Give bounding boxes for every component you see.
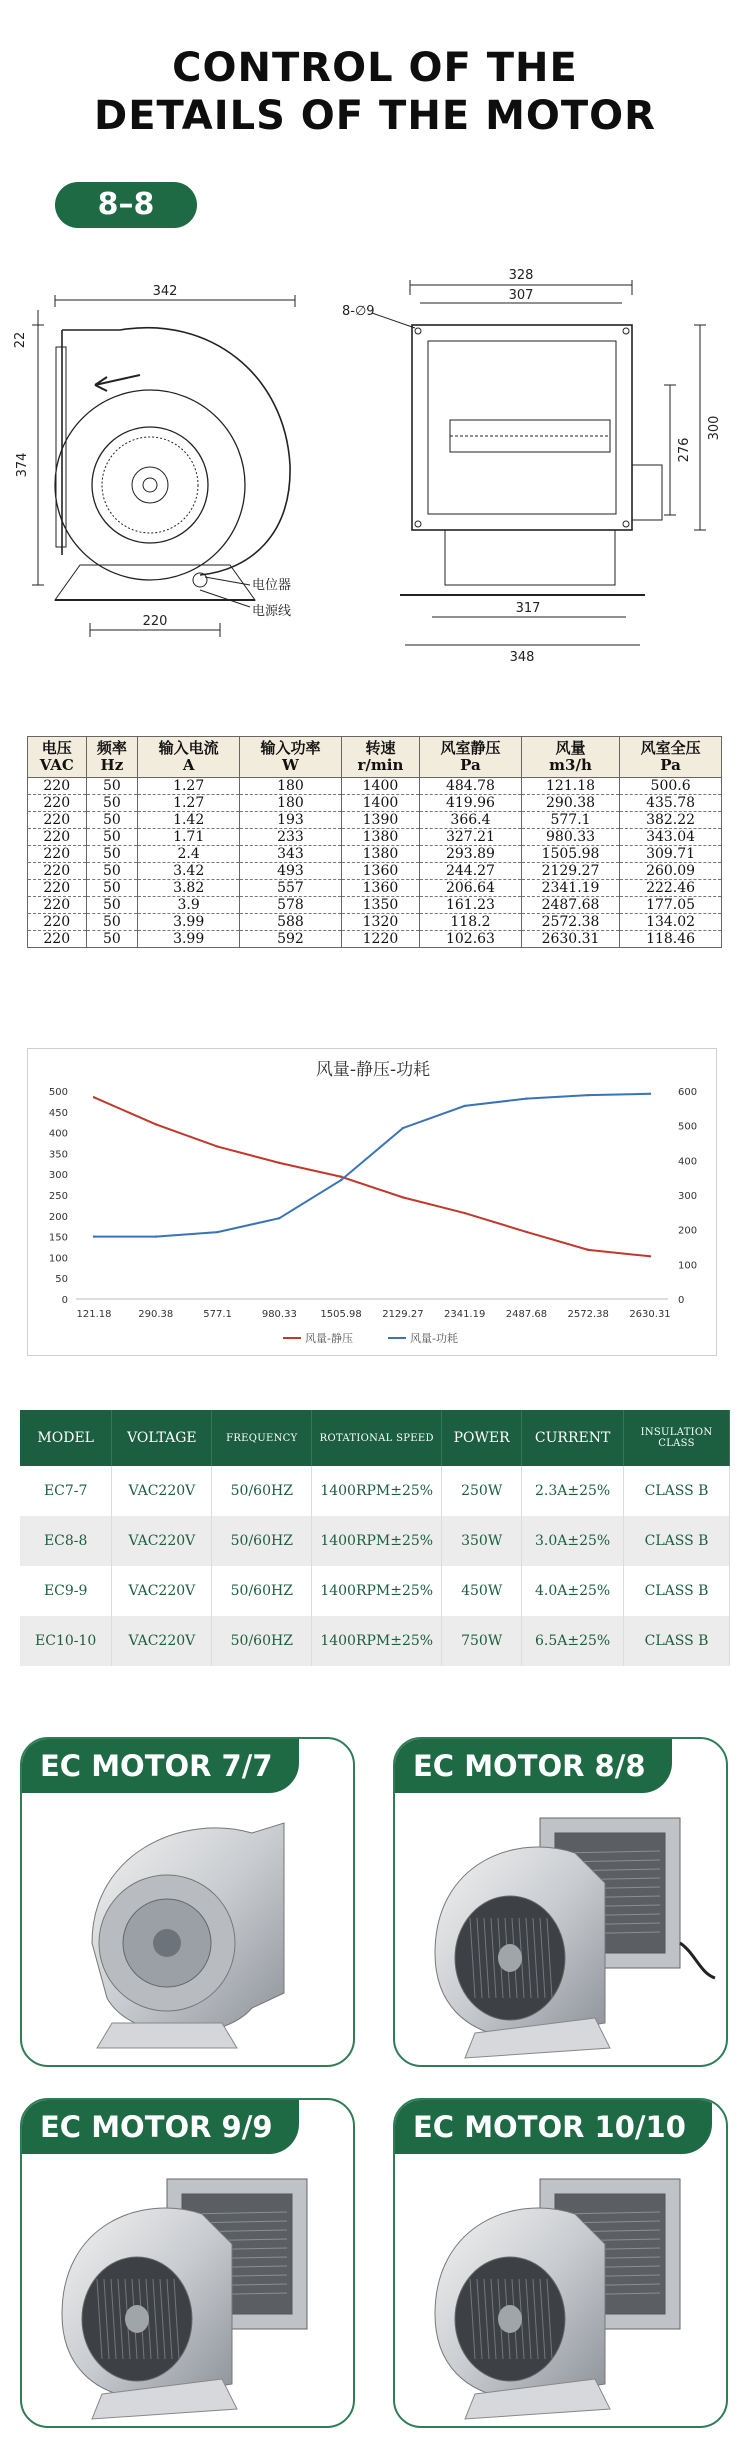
card-title: EC MOTOR 8/8 bbox=[395, 1739, 672, 1793]
table-cell: 180 bbox=[240, 778, 342, 795]
table-cell: 2.4 bbox=[138, 846, 240, 863]
table-cell: 578 bbox=[240, 897, 342, 914]
data-point bbox=[587, 1094, 589, 1096]
table-cell: 2.3A±25% bbox=[522, 1466, 624, 1516]
x-tick-label: 980.33 bbox=[261, 1309, 297, 1320]
table-cell: 2129.27 bbox=[521, 863, 619, 880]
table-cell: 50 bbox=[86, 880, 138, 897]
data-point bbox=[649, 1255, 651, 1257]
spec-header-label: 转速 bbox=[365, 739, 396, 757]
table-cell: 50/60HZ bbox=[212, 1566, 312, 1616]
table-cell: 6.5A±25% bbox=[522, 1616, 624, 1666]
data-point bbox=[463, 1105, 465, 1107]
dim-342: 342 bbox=[152, 284, 178, 299]
table-cell: VAC220V bbox=[112, 1466, 212, 1516]
table-cell: 2572.38 bbox=[521, 914, 619, 931]
table-cell: 3.42 bbox=[138, 863, 240, 880]
table-cell: 50 bbox=[86, 931, 138, 948]
table-cell: 500.6 bbox=[620, 778, 722, 795]
table-cell: 435.78 bbox=[620, 795, 722, 812]
model-header: ROTATIONAL SPEED bbox=[312, 1410, 442, 1466]
table-cell: 1360 bbox=[341, 880, 419, 897]
model-header: VOLTAGE bbox=[112, 1410, 212, 1466]
x-tick-label: 2572.38 bbox=[567, 1309, 609, 1320]
dim-22: 22 bbox=[13, 331, 28, 349]
table-cell: 220 bbox=[28, 880, 87, 897]
card-ec-motor-10-10 bbox=[393, 2098, 728, 2428]
page-title bbox=[0, 44, 750, 140]
y-left-tick-label: 150 bbox=[48, 1232, 68, 1244]
x-tick-label: 2630.31 bbox=[629, 1309, 671, 1320]
table-cell: 220 bbox=[28, 846, 87, 863]
dim-276: 276 bbox=[677, 437, 692, 463]
y-left-tick-label: 450 bbox=[48, 1107, 68, 1119]
table-cell: 50 bbox=[86, 863, 138, 880]
y-left-tick-label: 50 bbox=[55, 1274, 68, 1286]
table-cell: 220 bbox=[28, 812, 87, 829]
dim-307: 307 bbox=[508, 288, 534, 303]
spec-header-unit: Hz bbox=[100, 756, 124, 774]
table-cell: 450W bbox=[442, 1566, 522, 1616]
table-cell: 1.42 bbox=[138, 812, 240, 829]
table-cell: 206.64 bbox=[420, 880, 522, 897]
blower-illustration bbox=[435, 2179, 680, 2419]
spec-header bbox=[138, 737, 240, 778]
chart-title: 风量-静压-功耗 bbox=[315, 1060, 431, 1080]
table-row bbox=[20, 1616, 730, 1666]
y-left-tick-label: 0 bbox=[61, 1295, 68, 1306]
technical-drawing bbox=[0, 255, 750, 675]
model-header: MODEL bbox=[20, 1410, 112, 1466]
spec-header-unit: A bbox=[182, 756, 195, 774]
data-point bbox=[463, 1212, 465, 1214]
table-cell: 1220 bbox=[341, 931, 419, 948]
table-cell: 1400RPM±25% bbox=[312, 1616, 442, 1666]
x-tick-label: 2341.19 bbox=[443, 1309, 486, 1320]
y-right-tick-label: 200 bbox=[678, 1225, 698, 1237]
table-cell: 290.38 bbox=[521, 795, 619, 812]
legend-label: 风量-静压 bbox=[305, 1332, 353, 1345]
y-left-tick-label: 200 bbox=[48, 1211, 68, 1223]
data-point bbox=[93, 1096, 95, 1098]
data-point bbox=[587, 1249, 589, 1251]
table-cell: CLASS B bbox=[624, 1516, 730, 1566]
data-point bbox=[93, 1235, 95, 1237]
table-row bbox=[20, 1466, 730, 1516]
table-cell: 309.71 bbox=[620, 846, 722, 863]
table-cell: 382.22 bbox=[620, 812, 722, 829]
table-cell: 118.2 bbox=[420, 914, 522, 931]
y-right-tick-label: 0 bbox=[678, 1295, 685, 1306]
table-cell: 50 bbox=[86, 914, 138, 931]
spec-header bbox=[28, 737, 87, 778]
table-cell: VAC220V bbox=[112, 1616, 212, 1666]
table-cell: VAC220V bbox=[112, 1566, 212, 1616]
table-cell: 366.4 bbox=[420, 812, 522, 829]
card-ec-motor-9-9 bbox=[20, 2098, 355, 2428]
card-title: EC MOTOR 9/9 bbox=[22, 2100, 299, 2154]
table-cell: 750W bbox=[442, 1616, 522, 1666]
model-header: POWER bbox=[442, 1410, 522, 1466]
table-cell: 50 bbox=[86, 829, 138, 846]
table-cell: 1400RPM±25% bbox=[312, 1566, 442, 1616]
table-cell: 2487.68 bbox=[521, 897, 619, 914]
table-cell: EC9-9 bbox=[20, 1566, 112, 1616]
spec-header-label: 输入功率 bbox=[260, 739, 321, 757]
table-cell: 1360 bbox=[341, 863, 419, 880]
table-row bbox=[28, 880, 722, 897]
data-point bbox=[216, 1145, 218, 1147]
table-cell: 1400RPM±25% bbox=[312, 1466, 442, 1516]
table-cell: 577.1 bbox=[521, 812, 619, 829]
performance-table bbox=[27, 736, 722, 948]
table-cell: 419.96 bbox=[420, 795, 522, 812]
table-cell: 1390 bbox=[341, 812, 419, 829]
table-row bbox=[28, 914, 722, 931]
table-cell: 980.33 bbox=[521, 829, 619, 846]
y-right-tick-label: 500 bbox=[678, 1121, 698, 1133]
data-point bbox=[278, 1217, 280, 1219]
table-cell: 1350 bbox=[341, 897, 419, 914]
table-row bbox=[28, 778, 722, 795]
table-cell: 260.09 bbox=[620, 863, 722, 880]
model-header: INSULATION CLASS bbox=[624, 1410, 730, 1466]
table-cell: 250W bbox=[442, 1466, 522, 1516]
table-cell: 220 bbox=[28, 931, 87, 948]
data-point bbox=[525, 1231, 527, 1233]
model-header: FREQUENCY bbox=[212, 1410, 312, 1466]
data-point bbox=[340, 1176, 342, 1178]
table-cell: 233 bbox=[240, 829, 342, 846]
table-cell: EC7-7 bbox=[20, 1466, 112, 1516]
blower-illustration bbox=[92, 1823, 284, 2048]
model-table bbox=[20, 1410, 730, 1666]
dim-220: 220 bbox=[142, 614, 168, 629]
table-cell: 50 bbox=[86, 778, 138, 795]
table-cell: 50 bbox=[86, 846, 138, 863]
spec-header bbox=[86, 737, 138, 778]
table-cell: 1.27 bbox=[138, 795, 240, 812]
data-point bbox=[216, 1231, 218, 1233]
front-view bbox=[372, 280, 706, 645]
table-cell: 50 bbox=[86, 812, 138, 829]
table-cell: EC10-10 bbox=[20, 1616, 112, 1666]
table-cell: 588 bbox=[240, 914, 342, 931]
table-cell: 293.89 bbox=[420, 846, 522, 863]
table-cell: 1320 bbox=[341, 914, 419, 931]
table-cell: 220 bbox=[28, 914, 87, 931]
performance-chart bbox=[27, 1048, 717, 1356]
x-tick-label: 2129.27 bbox=[382, 1309, 424, 1320]
spec-header bbox=[341, 737, 419, 778]
spec-header-label: 风室全压 bbox=[640, 739, 701, 757]
table-row bbox=[28, 897, 722, 914]
title-line-2: DETAILS OF THE MOTOR bbox=[94, 93, 656, 139]
spec-header bbox=[420, 737, 522, 778]
y-left-tick-label: 350 bbox=[48, 1149, 68, 1161]
table-cell: 180 bbox=[240, 795, 342, 812]
table-cell: 1380 bbox=[341, 846, 419, 863]
table-cell: 1380 bbox=[341, 829, 419, 846]
x-tick-label: 1505.98 bbox=[320, 1309, 362, 1320]
table-cell: 3.9 bbox=[138, 897, 240, 914]
table-cell: 343 bbox=[240, 846, 342, 863]
table-cell: 50/60HZ bbox=[212, 1466, 312, 1516]
legend-label: 风量-功耗 bbox=[410, 1332, 458, 1345]
spec-header-label: 电压 bbox=[41, 739, 72, 757]
table-row bbox=[28, 863, 722, 880]
y-right-tick-label: 300 bbox=[678, 1191, 698, 1202]
data-point bbox=[155, 1123, 157, 1125]
table-cell: 327.21 bbox=[420, 829, 522, 846]
y-right-tick-label: 600 bbox=[678, 1087, 698, 1098]
spec-header-label: 风量 bbox=[555, 739, 586, 757]
table-cell: 3.99 bbox=[138, 914, 240, 931]
table-row bbox=[20, 1516, 730, 1566]
spec-header-unit: VAC bbox=[39, 756, 74, 774]
data-point bbox=[278, 1162, 280, 1164]
x-tick-label: 2487.68 bbox=[505, 1309, 548, 1320]
table-cell: 3.99 bbox=[138, 931, 240, 948]
table-cell: CLASS B bbox=[624, 1466, 730, 1516]
series-line-static-pressure bbox=[94, 1097, 650, 1256]
table-cell: 592 bbox=[240, 931, 342, 948]
table-cell: 484.78 bbox=[420, 778, 522, 795]
table-row bbox=[28, 812, 722, 829]
table-cell: 220 bbox=[28, 778, 87, 795]
spec-header bbox=[521, 737, 619, 778]
table-cell: 50 bbox=[86, 897, 138, 914]
table-cell: 220 bbox=[28, 863, 87, 880]
spec-header-unit: m3/h bbox=[549, 756, 592, 774]
table-cell: 244.27 bbox=[420, 863, 522, 880]
data-point bbox=[155, 1235, 157, 1237]
table-cell: 118.46 bbox=[620, 931, 722, 948]
x-tick-label: 290.38 bbox=[138, 1309, 174, 1320]
table-cell: 2630.31 bbox=[521, 931, 619, 948]
spec-header-unit: W bbox=[282, 756, 299, 774]
y-right-tick-label: 400 bbox=[678, 1156, 698, 1168]
x-tick-label: 577.1 bbox=[203, 1309, 232, 1320]
data-point bbox=[402, 1127, 404, 1129]
data-point bbox=[525, 1097, 527, 1099]
label-potentiometer: 电位器 bbox=[252, 578, 292, 593]
y-left-tick-label: 400 bbox=[48, 1128, 68, 1140]
table-cell: 121.18 bbox=[521, 778, 619, 795]
data-point bbox=[402, 1196, 404, 1198]
data-point bbox=[340, 1179, 342, 1181]
table-cell: 161.23 bbox=[420, 897, 522, 914]
table-cell: CLASS B bbox=[624, 1616, 730, 1666]
table-cell: 222.46 bbox=[620, 880, 722, 897]
dim-317: 317 bbox=[515, 601, 541, 616]
y-right-tick-label: 100 bbox=[678, 1260, 698, 1272]
title-line-1: CONTROL OF THE bbox=[172, 45, 578, 91]
table-row bbox=[28, 795, 722, 812]
spec-header-unit: r/min bbox=[357, 756, 404, 774]
table-cell: 1400 bbox=[341, 795, 419, 812]
dim-328: 328 bbox=[508, 268, 534, 283]
card-ec-motor-7-7 bbox=[20, 1737, 355, 2067]
table-cell: 1505.98 bbox=[521, 846, 619, 863]
x-tick-label: 121.18 bbox=[76, 1309, 112, 1320]
table-cell: 350W bbox=[442, 1516, 522, 1566]
dim-374: 374 bbox=[15, 452, 30, 478]
table-cell: 4.0A±25% bbox=[522, 1566, 624, 1616]
spec-header-unit: Pa bbox=[460, 756, 481, 774]
series-line-power bbox=[94, 1094, 650, 1237]
card-ec-motor-8-8 bbox=[393, 1737, 728, 2067]
table-cell: EC8-8 bbox=[20, 1516, 112, 1566]
table-cell: 220 bbox=[28, 829, 87, 846]
label-power-cord: 电源线 bbox=[252, 604, 292, 619]
table-cell: 1400 bbox=[341, 778, 419, 795]
spec-header-label: 输入电流 bbox=[158, 739, 219, 757]
blower-illustration bbox=[62, 2179, 307, 2419]
table-cell: 220 bbox=[28, 795, 87, 812]
table-cell: 102.63 bbox=[420, 931, 522, 948]
table-cell: 50/60HZ bbox=[212, 1516, 312, 1566]
table-row bbox=[28, 931, 722, 948]
spec-header bbox=[240, 737, 342, 778]
y-left-tick-label: 100 bbox=[48, 1253, 68, 1265]
blower-illustration bbox=[435, 1818, 715, 2058]
spec-header bbox=[620, 737, 722, 778]
table-cell: 193 bbox=[240, 812, 342, 829]
table-cell: 177.05 bbox=[620, 897, 722, 914]
table-cell: 2341.19 bbox=[521, 880, 619, 897]
table-cell: VAC220V bbox=[112, 1516, 212, 1566]
model-badge: 8–8 bbox=[55, 182, 197, 228]
data-point bbox=[649, 1093, 651, 1095]
table-row bbox=[20, 1566, 730, 1616]
table-row bbox=[28, 846, 722, 863]
card-title: EC MOTOR 7/7 bbox=[22, 1739, 299, 1793]
y-left-tick-label: 250 bbox=[48, 1191, 68, 1202]
model-header: CURRENT bbox=[522, 1410, 624, 1466]
spec-header-label: 风室静压 bbox=[440, 739, 501, 757]
table-cell: 343.04 bbox=[620, 829, 722, 846]
dim-348: 348 bbox=[509, 650, 535, 665]
table-cell: 220 bbox=[28, 897, 87, 914]
spec-header-label: 频率 bbox=[96, 739, 127, 757]
table-row bbox=[28, 829, 722, 846]
table-cell: 557 bbox=[240, 880, 342, 897]
table-cell: 3.0A±25% bbox=[522, 1516, 624, 1566]
table-cell: 493 bbox=[240, 863, 342, 880]
table-cell: 134.02 bbox=[620, 914, 722, 931]
card-title: EC MOTOR 10/10 bbox=[395, 2100, 712, 2154]
table-cell: 1.27 bbox=[138, 778, 240, 795]
dim-300: 300 bbox=[707, 415, 722, 441]
y-left-tick-label: 300 bbox=[48, 1170, 68, 1182]
table-cell: CLASS B bbox=[624, 1566, 730, 1616]
table-cell: 50 bbox=[86, 795, 138, 812]
table-cell: 50/60HZ bbox=[212, 1616, 312, 1666]
table-cell: 3.82 bbox=[138, 880, 240, 897]
dim-8-holes: 8-∅9 bbox=[342, 304, 375, 319]
y-left-tick-label: 500 bbox=[48, 1087, 68, 1098]
spec-header-unit: Pa bbox=[660, 756, 681, 774]
table-cell: 1400RPM±25% bbox=[312, 1516, 442, 1566]
table-cell: 1.71 bbox=[138, 829, 240, 846]
